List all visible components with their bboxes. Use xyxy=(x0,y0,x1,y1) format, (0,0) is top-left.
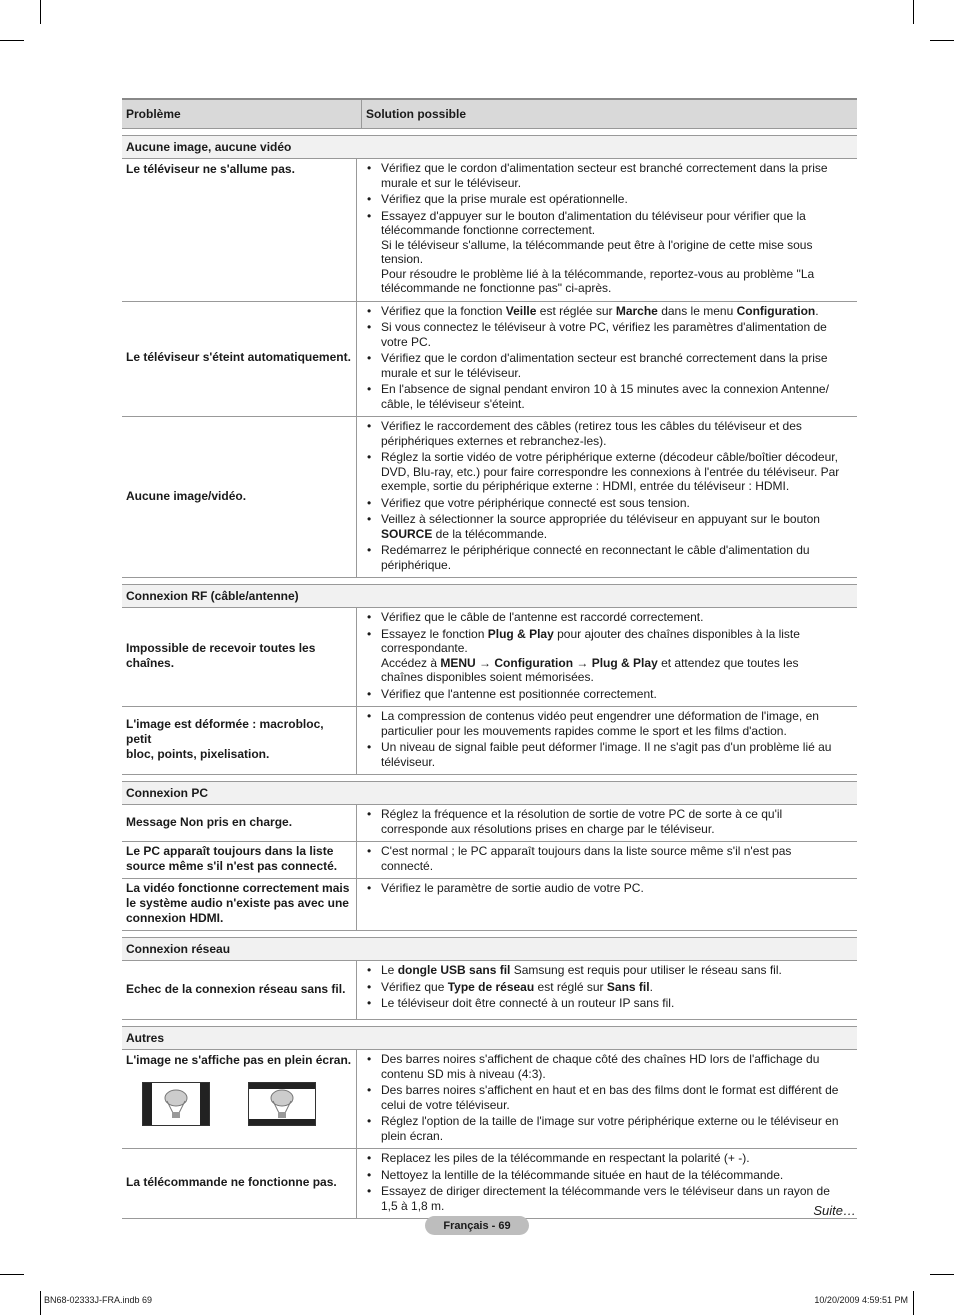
problem-cell: La vidéo fonctionne correctement mais le système audio n'existe pas avec une connexion HDMI. xyxy=(122,879,357,930)
table-row xyxy=(122,302,857,418)
solution-item: • Nettoyez la lentille de la télécommande située en haut de la télécommande. xyxy=(367,1168,853,1183)
crop-mark xyxy=(913,0,914,24)
section-title: Connexion PC xyxy=(122,781,857,805)
table-row xyxy=(122,159,857,302)
solution-item: • Vérifiez le raccordement des câbles (retirez tous les câbles du téléviseur et des périphériques externes et rebranchez-les). xyxy=(367,419,853,448)
solution-item: • Le téléviseur doit être connecté à un routeur IP sans fil. xyxy=(367,996,853,1011)
problem-cell: Message Non pris en charge. xyxy=(122,805,357,841)
continued-label: Suite… xyxy=(813,1203,856,1218)
problem-cell: Echec de la connexion réseau sans fil. xyxy=(122,961,357,1019)
aspect-ratio-illustrations xyxy=(126,1082,316,1126)
solution-cell xyxy=(357,879,857,930)
crop-mark xyxy=(40,1291,41,1315)
file-name: BN68-02333J-FRA.indb 69 xyxy=(44,1295,153,1305)
solution-item: • Veillez à sélectionner la source appropriée du téléviseur en appuyant sur le bouton SOURCE de la télécommande. xyxy=(367,512,853,541)
solution-item: • Essayez d'appuyer sur le bouton d'alimentation du téléviseur pour vérifier que la télécommande fonctionne correctement. Si le téléviseur s'allume, la télécommande peut être à l'origine de cette mise sous tension. Pour résoudre le problème lié à la télécommande, reportez-vous au problème "La télécommande ne fonctionne pas" ci-après. xyxy=(367,209,853,296)
table-row xyxy=(122,961,857,1020)
solution-cell xyxy=(357,842,857,878)
solution-item: • Vérifiez que la fonction Veille est réglée sur Marche dans le menu Configuration. xyxy=(367,304,853,319)
table-body xyxy=(122,135,857,1219)
solution-cell xyxy=(357,302,857,417)
solution-item: • Vérifiez que le câble de l'antenne est raccordé correctement. xyxy=(367,610,853,625)
problem-cell: Le téléviseur s'éteint automatiquement. xyxy=(122,302,357,417)
solution-item: • Des barres noires s'affichent en haut et en bas des films dont le format est différent de celui de votre téléviseur. xyxy=(367,1083,853,1112)
solution-item: • Réglez l'option de la taille de l'image sur votre périphérique externe ou le téléviseur en plein écran. xyxy=(367,1114,853,1143)
section-title: Aucune image, aucune vidéo xyxy=(122,135,857,159)
solution-cell xyxy=(357,805,857,841)
solution-cell xyxy=(357,1149,857,1218)
page-number-badge: Français - 69 xyxy=(425,1216,529,1235)
table-row xyxy=(122,1050,857,1149)
crop-mark xyxy=(913,1291,914,1315)
problem-cell: Le téléviseur ne s'allume pas. xyxy=(122,159,357,301)
problem-cell: Le PC apparaît toujours dans la liste source même s'il n'est pas connecté. xyxy=(122,842,357,878)
solution-cell xyxy=(357,1050,857,1148)
solution-item: • Replacez les piles de la télécommande en respectant la polarité (+ -). xyxy=(367,1151,853,1166)
solution-item: • Vérifiez que le cordon d'alimentation secteur est branché correctement dans la prise murale et sur le téléviseur. xyxy=(367,161,853,190)
section-title: Connexion réseau xyxy=(122,937,857,961)
solution-cell xyxy=(357,707,857,774)
solution-item: • Vérifiez que Type de réseau est réglé sur Sans fil. xyxy=(367,980,853,995)
crop-mark xyxy=(40,0,41,24)
solution-item: • Si vous connectez le téléviseur à votre PC, vérifiez les paramètres d'alimentation de votre PC. xyxy=(367,320,853,349)
problem-cell: Aucune image/vidéo. xyxy=(122,417,357,577)
crop-mark xyxy=(0,40,24,41)
solution-item: • Redémarrez le périphérique connecté en reconnectant le câble d'alimentation du périphérique. xyxy=(367,543,853,572)
table-row xyxy=(122,417,857,578)
problem-cell: L'image est déformée : macrobloc, petit bloc, points, pixelisation. xyxy=(122,707,357,774)
solution-item: • Vérifiez que votre périphérique connecté est sous tension. xyxy=(367,496,853,511)
solution-item: • C'est normal ; le PC apparaît toujours dans la liste source même s'il n'est pas connecté. xyxy=(367,844,853,873)
solution-item: • Le dongle USB sans fil Samsung est requis pour utiliser le réseau sans fil. xyxy=(367,963,853,978)
crop-mark xyxy=(0,1274,24,1275)
table-row xyxy=(122,608,857,707)
solution-item: • Des barres noires s'affichent de chaque côté des chaînes HD lors de l'affichage du contenu SD mis à niveau (4:3). xyxy=(367,1052,853,1081)
solution-item: • Un niveau de signal faible peut déformer l'image. Il ne s'agit pas d'un problème lié au téléviseur. xyxy=(367,740,853,769)
solution-cell xyxy=(357,608,857,706)
crop-mark xyxy=(930,40,954,41)
problem-cell: L'image ne s'affiche pas en plein écran. xyxy=(122,1050,357,1148)
solution-cell xyxy=(357,159,857,301)
pillarbox-tv-icon xyxy=(142,1082,210,1126)
solution-item: • Vérifiez que l'antenne est positionnée correctement. xyxy=(367,687,853,702)
solution-cell xyxy=(357,961,857,1019)
solution-item: • Réglez la sortie vidéo de votre périphérique externe (décodeur câble/boîtier décodeur, DVD, Blu-ray, etc.) pour faire correspondre les connexions à l'entrée du téléviseur. Par exemple, sortie du périphérique externe : HDMI, entrée du téléviseur : HDMI. xyxy=(367,450,853,494)
table-row xyxy=(122,805,857,842)
solution-item: • Vérifiez le paramètre de sortie audio de votre PC. xyxy=(367,881,853,896)
table-header xyxy=(122,98,857,129)
troubleshooting-table xyxy=(122,98,857,1219)
problem-cell: La télécommande ne fonctionne pas. xyxy=(122,1149,357,1218)
table-row xyxy=(122,707,857,775)
letterbox-tv-icon xyxy=(248,1082,316,1126)
section-title: Autres xyxy=(122,1026,857,1050)
table-row xyxy=(122,1149,857,1219)
solution-cell xyxy=(357,417,857,577)
section-title: Connexion RF (câble/antenne) xyxy=(122,584,857,608)
table-row xyxy=(122,879,857,931)
header-solution: Solution possible xyxy=(366,107,467,121)
solution-item: • En l'absence de signal pendant environ 10 à 15 minutes avec la connexion Antenne/ câble, le téléviseur s'éteint. xyxy=(367,382,853,411)
solution-item: • Essayez le fonction Plug & Play pour ajouter des chaînes disponibles à la liste correspondante. Accédez à MENU → Configuration → Plug & Play et attendez que toutes les chaînes disponibles soient mémorisées. xyxy=(367,627,853,685)
header-problem: Problème xyxy=(122,100,362,128)
solution-item: • Réglez la fréquence et la résolution de sortie de votre PC de sorte à ce qu'il corresponde aux résolutions prises en charge par le téléviseur. xyxy=(367,807,853,836)
solution-item: • Essayez de diriger directement la télécommande vers le téléviseur dans un rayon de 1,5 à 1,8 m. xyxy=(367,1184,853,1213)
table-row xyxy=(122,842,857,879)
solution-item: • Vérifiez que la prise murale est opérationnelle. xyxy=(367,192,853,207)
print-timestamp: 10/20/2009 4:59:51 PM xyxy=(814,1295,908,1305)
solution-item: • Vérifiez que le cordon d'alimentation secteur est branché correctement dans la prise murale et sur le téléviseur. xyxy=(367,351,853,380)
crop-mark xyxy=(930,1274,954,1275)
problem-cell: Impossible de recevoir toutes les chaînes. xyxy=(122,608,357,706)
solution-item: • La compression de contenus vidéo peut engendrer une déformation de l'image, en particulier pour les mouvements rapides comme le sport et les films d'action. xyxy=(367,709,853,738)
